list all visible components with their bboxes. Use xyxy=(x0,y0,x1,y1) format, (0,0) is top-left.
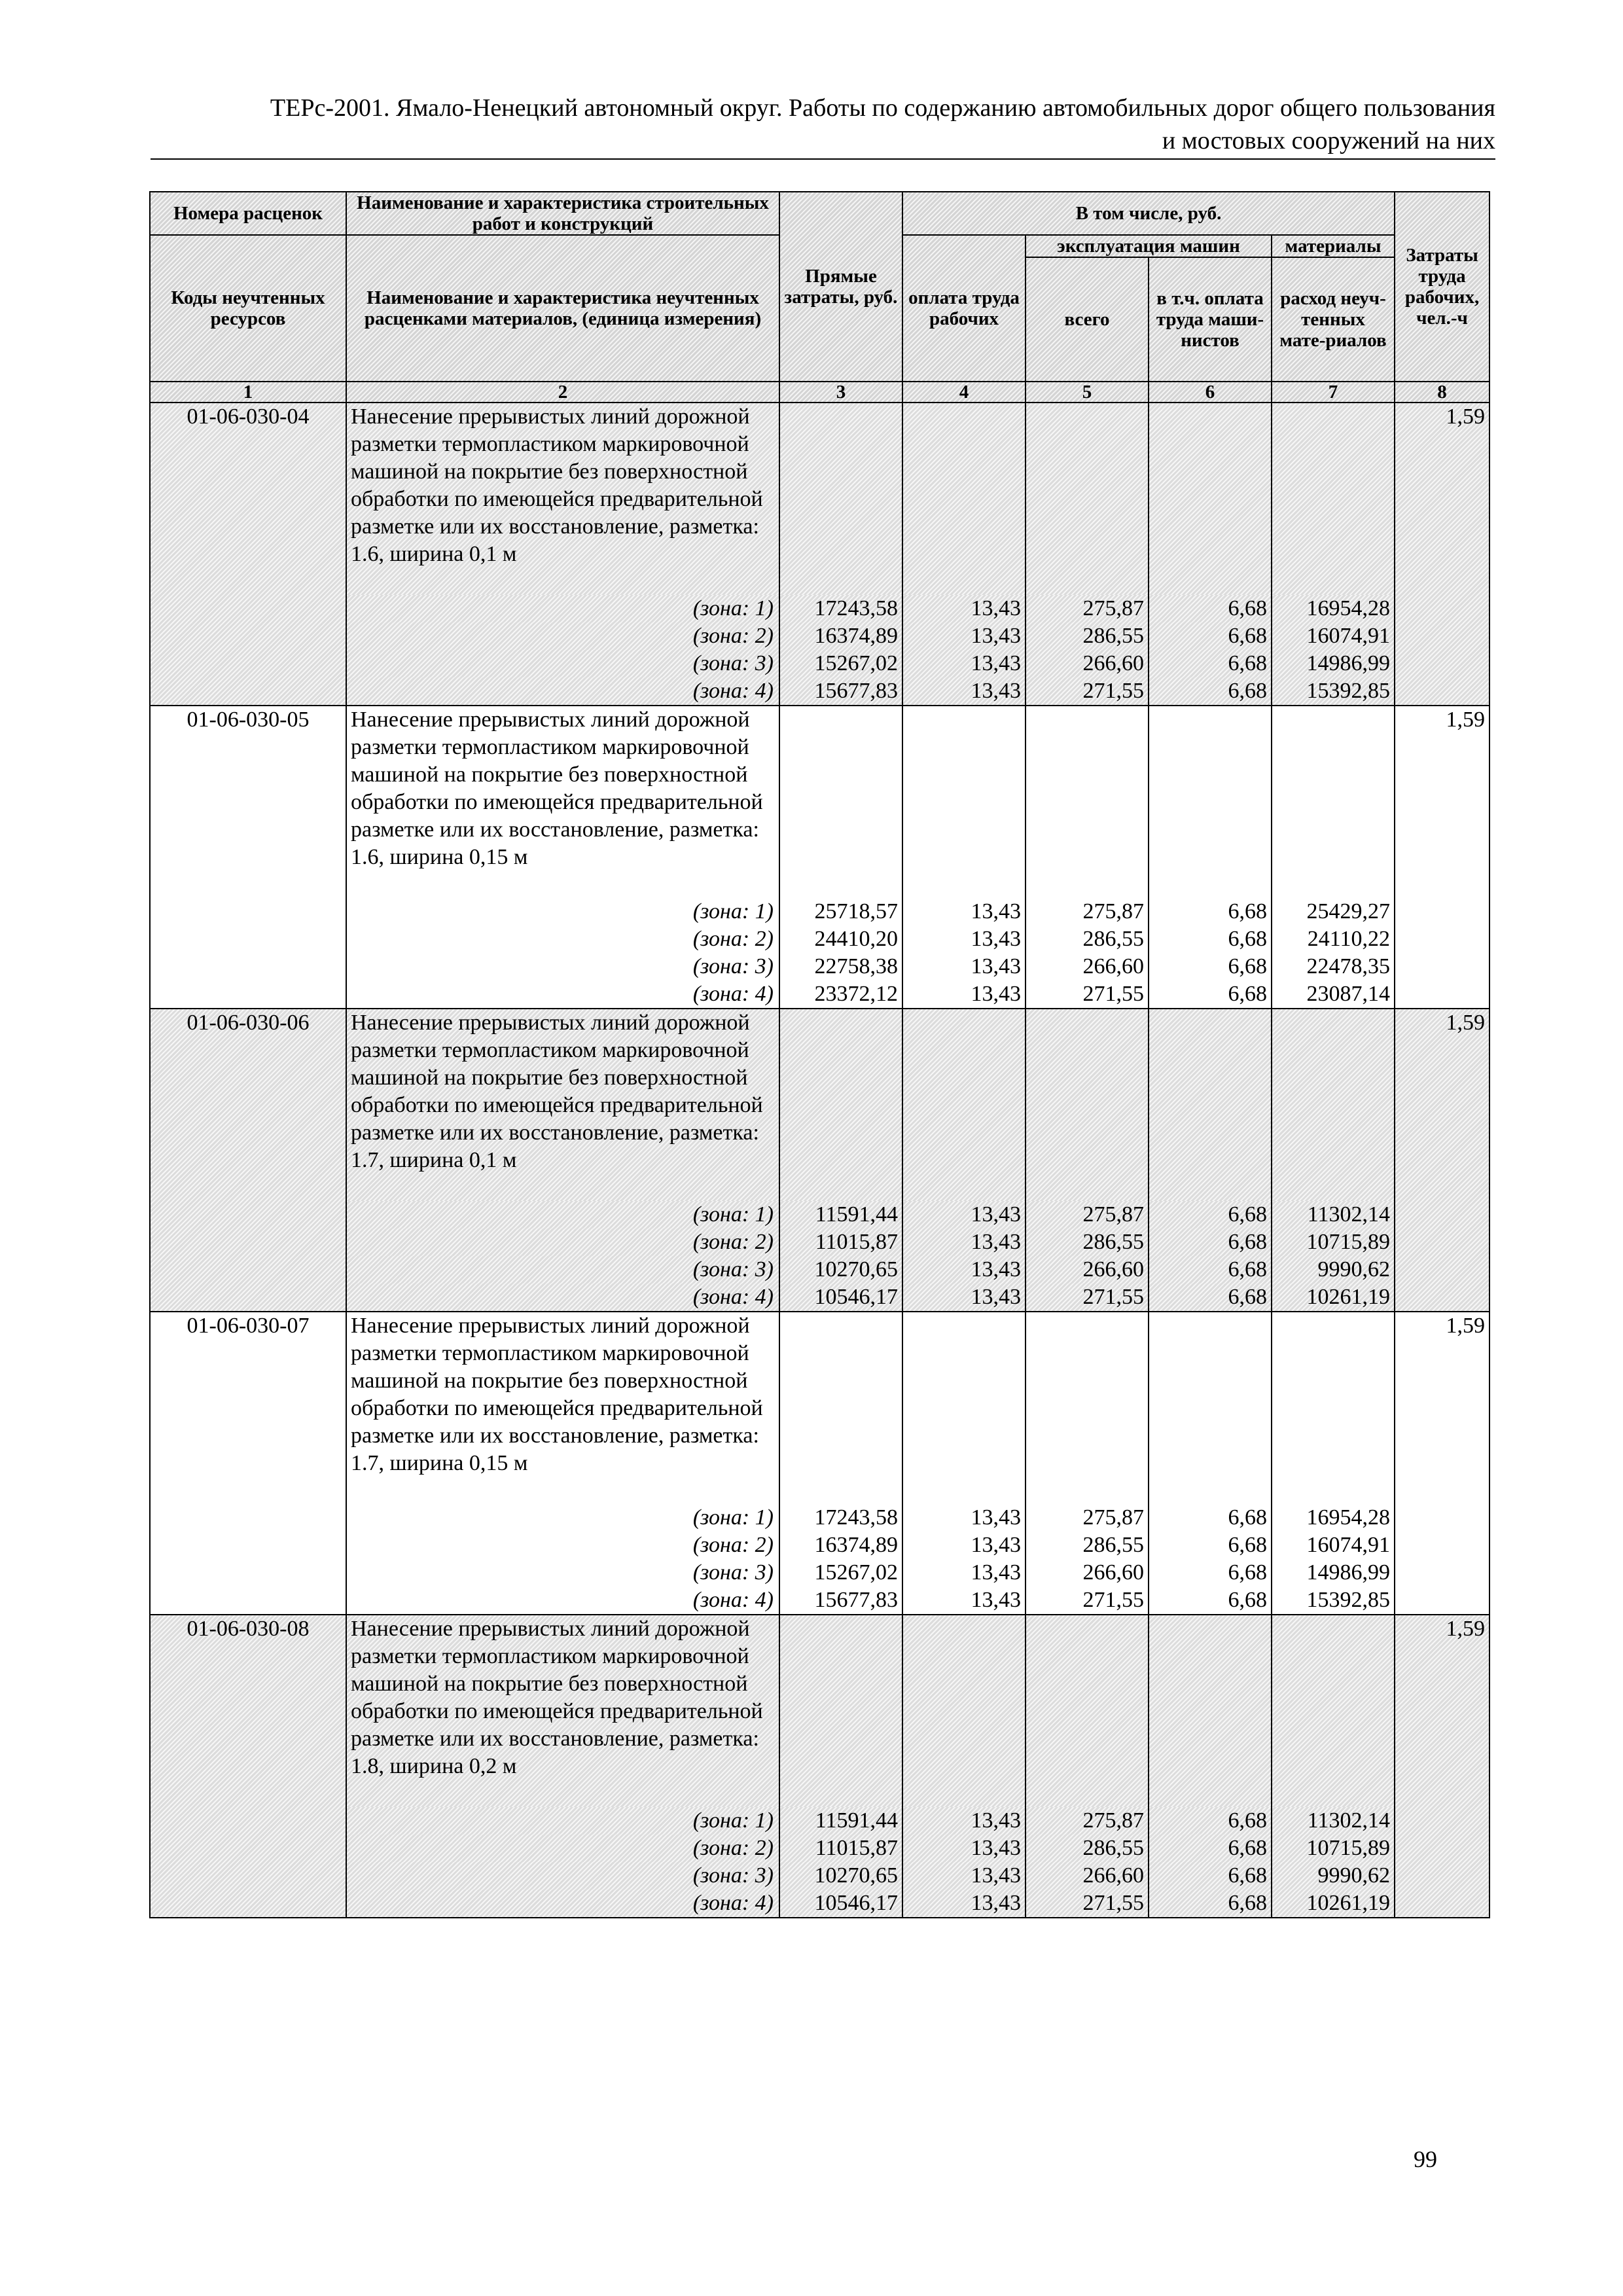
zone-label: (зона: 2) xyxy=(346,1532,779,1559)
materials-value: 16074,91 xyxy=(1272,622,1395,650)
rate-entry-row xyxy=(150,706,1489,898)
direct-cost-value: 23372,12 xyxy=(779,980,902,1009)
header-including: В том числе, руб. xyxy=(902,192,1395,235)
machines-total-value: 286,55 xyxy=(1026,1532,1149,1559)
zone-label: (зона: 4) xyxy=(346,1587,779,1615)
machines-total-value: 286,55 xyxy=(1026,1229,1149,1256)
workers-wages-value: 13,43 xyxy=(902,898,1026,925)
direct-cost-value: 25718,57 xyxy=(779,898,902,925)
zone-row xyxy=(150,1504,1489,1532)
materials-value: 22478,35 xyxy=(1272,953,1395,980)
zone-label: (зона: 2) xyxy=(346,1229,779,1256)
workers-wages-value: 13,43 xyxy=(902,1862,1026,1890)
materials-value: 9990,62 xyxy=(1272,1256,1395,1283)
rates-table-body xyxy=(150,403,1489,1918)
direct-cost-value: 24410,20 xyxy=(779,925,902,953)
labor-hours-value: 1,59 xyxy=(1395,1312,1489,1615)
direct-cost-value: 11015,87 xyxy=(779,1229,902,1256)
zone-row xyxy=(150,1559,1489,1587)
zone-row xyxy=(150,898,1489,925)
machines-total-value: 275,87 xyxy=(1026,1201,1149,1229)
workers-wages-value: 13,43 xyxy=(902,1504,1026,1532)
rate-entry-row xyxy=(150,1615,1489,1807)
empty-cell xyxy=(902,706,1026,898)
operators-wages-value: 6,68 xyxy=(1149,1587,1272,1615)
labor-hours-value: 1,59 xyxy=(1395,706,1489,1009)
workers-wages-value: 13,43 xyxy=(902,1587,1026,1615)
direct-cost-value: 15267,02 xyxy=(779,650,902,677)
column-number: 6 xyxy=(1149,382,1272,403)
workers-wages-value: 13,43 xyxy=(902,1835,1026,1862)
zone-label: (зона: 4) xyxy=(346,980,779,1009)
column-number: 3 xyxy=(779,382,902,403)
zone-row xyxy=(150,677,1489,706)
zone-row xyxy=(150,1807,1489,1835)
workers-wages-value: 13,43 xyxy=(902,595,1026,622)
operators-wages-value: 6,68 xyxy=(1149,1835,1272,1862)
rate-description: Нанесение прерывистых линий дорожной разметки термопластиком маркировочной машиной на покрытие без поверхностной обработки по имеющейся предварительной разметке или их восстановление, разметка: 1.7, ширина 0,15 м xyxy=(346,1312,779,1504)
rate-entry-row xyxy=(150,1009,1489,1201)
workers-wages-value: 13,43 xyxy=(902,953,1026,980)
rate-code: 01-06-030-08 xyxy=(150,1615,346,1918)
operators-wages-value: 6,68 xyxy=(1149,953,1272,980)
machines-total-value: 275,87 xyxy=(1026,595,1149,622)
empty-cell xyxy=(1272,1009,1395,1201)
zone-label: (зона: 1) xyxy=(346,1504,779,1532)
direct-cost-value: 10546,17 xyxy=(779,1283,902,1312)
materials-value: 16954,28 xyxy=(1272,595,1395,622)
workers-wages-value: 13,43 xyxy=(902,1807,1026,1835)
materials-value: 10715,89 xyxy=(1272,1835,1395,1862)
direct-cost-value: 15677,83 xyxy=(779,677,902,706)
header-rate-numbers: Номера расценок xyxy=(150,192,346,235)
zone-label: (зона: 2) xyxy=(346,1835,779,1862)
zone-row xyxy=(150,1587,1489,1615)
direct-cost-value: 11015,87 xyxy=(779,1835,902,1862)
empty-cell xyxy=(1272,1312,1395,1504)
zone-label: (зона: 2) xyxy=(346,622,779,650)
machines-total-value: 275,87 xyxy=(1026,898,1149,925)
empty-cell xyxy=(902,403,1026,595)
machines-total-value: 286,55 xyxy=(1026,622,1149,650)
rate-code: 01-06-030-04 xyxy=(150,403,346,706)
zone-label: (зона: 3) xyxy=(346,1559,779,1587)
header-workers-wages: оплата труда рабочих xyxy=(902,235,1026,382)
header-line-1: ТЕРс-2001. Ямало-Ненецкий автономный округ. Работы по содержанию автомобильных дорог общего пользования xyxy=(270,94,1495,122)
header-machine-operation: эксплуатация машин xyxy=(1026,235,1272,257)
rate-entry-row xyxy=(150,1312,1489,1504)
column-number: 7 xyxy=(1272,382,1395,403)
header-line-2: и мостовых сооружений на них xyxy=(1162,127,1495,154)
empty-cell xyxy=(1272,403,1395,595)
workers-wages-value: 13,43 xyxy=(902,1201,1026,1229)
zone-label: (зона: 2) xyxy=(346,925,779,953)
labor-hours-value: 1,59 xyxy=(1395,1009,1489,1312)
operators-wages-value: 6,68 xyxy=(1149,677,1272,706)
materials-value: 14986,99 xyxy=(1272,1559,1395,1587)
column-number-row xyxy=(150,382,1489,403)
machines-total-value: 286,55 xyxy=(1026,1835,1149,1862)
operators-wages-value: 6,68 xyxy=(1149,650,1272,677)
materials-value: 16074,91 xyxy=(1272,1532,1395,1559)
direct-cost-value: 17243,58 xyxy=(779,595,902,622)
zone-label: (зона: 1) xyxy=(346,595,779,622)
header-work-name: Наименование и характеристика строительных работ и конструкций xyxy=(346,192,779,235)
operators-wages-value: 6,68 xyxy=(1149,595,1272,622)
column-number: 1 xyxy=(150,382,346,403)
materials-value: 16954,28 xyxy=(1272,1504,1395,1532)
operators-wages-value: 6,68 xyxy=(1149,1256,1272,1283)
zone-row xyxy=(150,1283,1489,1312)
direct-cost-value: 16374,89 xyxy=(779,622,902,650)
machines-total-value: 266,60 xyxy=(1026,1256,1149,1283)
rate-entry-row xyxy=(150,403,1489,595)
empty-cell xyxy=(1272,706,1395,898)
column-number: 2 xyxy=(346,382,779,403)
materials-value: 9990,62 xyxy=(1272,1862,1395,1890)
empty-cell xyxy=(1026,1615,1149,1807)
empty-cell xyxy=(1026,1009,1149,1201)
empty-cell xyxy=(779,403,902,595)
operators-wages-value: 6,68 xyxy=(1149,1201,1272,1229)
zone-label: (зона: 4) xyxy=(346,1890,779,1918)
zone-row xyxy=(150,980,1489,1009)
zone-row xyxy=(150,650,1489,677)
empty-cell xyxy=(1149,1615,1272,1807)
operators-wages-value: 6,68 xyxy=(1149,898,1272,925)
zone-row xyxy=(150,925,1489,953)
operators-wages-value: 6,68 xyxy=(1149,1229,1272,1256)
zone-row xyxy=(150,1862,1489,1890)
rate-description: Нанесение прерывистых линий дорожной разметки термопластиком маркировочной машиной на покрытие без поверхностной обработки по имеющейся предварительной разметке или их восстановление, разметка: 1.8, ширина 0,2 м xyxy=(346,1615,779,1807)
page-header xyxy=(151,92,1495,157)
zone-row xyxy=(150,1229,1489,1256)
zone-row xyxy=(150,1201,1489,1229)
workers-wages-value: 13,43 xyxy=(902,925,1026,953)
empty-cell xyxy=(1149,1312,1272,1504)
workers-wages-value: 13,43 xyxy=(902,622,1026,650)
empty-cell xyxy=(902,1312,1026,1504)
zone-label: (зона: 1) xyxy=(346,1807,779,1835)
direct-cost-value: 15267,02 xyxy=(779,1559,902,1587)
workers-wages-value: 13,43 xyxy=(902,650,1026,677)
header-operators-wages: в т.ч. оплата труда маши-нистов xyxy=(1149,257,1272,382)
machines-total-value: 271,55 xyxy=(1026,1587,1149,1615)
machines-total-value: 266,60 xyxy=(1026,953,1149,980)
rate-description: Нанесение прерывистых линий дорожной разметки термопластиком маркировочной машиной на покрытие без поверхностной обработки по имеющейся предварительной разметке или их восстановление, разметка: 1.6, ширина 0,1 м xyxy=(346,403,779,595)
labor-hours-value: 1,59 xyxy=(1395,403,1489,706)
workers-wages-value: 13,43 xyxy=(902,1256,1026,1283)
materials-value: 11302,14 xyxy=(1272,1807,1395,1835)
operators-wages-value: 6,68 xyxy=(1149,622,1272,650)
zone-label: (зона: 4) xyxy=(346,677,779,706)
workers-wages-value: 13,43 xyxy=(902,980,1026,1009)
zone-label: (зона: 3) xyxy=(346,650,779,677)
workers-wages-value: 13,43 xyxy=(902,1559,1026,1587)
direct-cost-value: 10546,17 xyxy=(779,1890,902,1918)
header-materials: материалы xyxy=(1272,235,1395,257)
materials-value: 10261,19 xyxy=(1272,1283,1395,1312)
zone-row xyxy=(150,1532,1489,1559)
zone-row xyxy=(150,1890,1489,1918)
zone-row xyxy=(150,953,1489,980)
empty-cell xyxy=(902,1615,1026,1807)
empty-cell xyxy=(1026,403,1149,595)
workers-wages-value: 13,43 xyxy=(902,1229,1026,1256)
materials-value: 23087,14 xyxy=(1272,980,1395,1009)
direct-cost-value: 22758,38 xyxy=(779,953,902,980)
machines-total-value: 271,55 xyxy=(1026,1890,1149,1918)
workers-wages-value: 13,43 xyxy=(902,677,1026,706)
zone-row xyxy=(150,1256,1489,1283)
machines-total-value: 266,60 xyxy=(1026,1862,1149,1890)
direct-cost-value: 10270,65 xyxy=(779,1256,902,1283)
header-unaccounted-materials: расход неуч-тенных мате-риалов xyxy=(1272,257,1395,382)
column-number: 5 xyxy=(1026,382,1149,403)
empty-cell xyxy=(1272,1615,1395,1807)
direct-cost-value: 15677,83 xyxy=(779,1587,902,1615)
zone-row xyxy=(150,595,1489,622)
rate-code: 01-06-030-05 xyxy=(150,706,346,1009)
operators-wages-value: 6,68 xyxy=(1149,1890,1272,1918)
machines-total-value: 271,55 xyxy=(1026,677,1149,706)
header-resource-codes: Коды неучтенных ресурсов xyxy=(150,235,346,382)
empty-cell xyxy=(1026,706,1149,898)
machines-total-value: 275,87 xyxy=(1026,1504,1149,1532)
machines-total-value: 266,60 xyxy=(1026,1559,1149,1587)
direct-cost-value: 17243,58 xyxy=(779,1504,902,1532)
operators-wages-value: 6,68 xyxy=(1149,1559,1272,1587)
direct-cost-value: 11591,44 xyxy=(779,1807,902,1835)
rate-description: Нанесение прерывистых линий дорожной разметки термопластиком маркировочной машиной на покрытие без поверхностной обработки по имеющейся предварительной разметке или их восстановление, разметка: 1.6, ширина 0,15 м xyxy=(346,706,779,898)
operators-wages-value: 6,68 xyxy=(1149,1807,1272,1835)
empty-cell xyxy=(902,1009,1026,1201)
zone-row xyxy=(150,622,1489,650)
workers-wages-value: 13,43 xyxy=(902,1532,1026,1559)
machines-total-value: 271,55 xyxy=(1026,980,1149,1009)
empty-cell xyxy=(1149,403,1272,595)
header-machines-total: всего xyxy=(1026,257,1149,382)
empty-cell xyxy=(779,1312,902,1504)
empty-cell xyxy=(1149,1009,1272,1201)
machines-total-value: 275,87 xyxy=(1026,1807,1149,1835)
materials-value: 25429,27 xyxy=(1272,898,1395,925)
empty-cell xyxy=(779,1615,902,1807)
machines-total-value: 286,55 xyxy=(1026,925,1149,953)
materials-value: 24110,22 xyxy=(1272,925,1395,953)
zone-label: (зона: 1) xyxy=(346,898,779,925)
zone-label: (зона: 4) xyxy=(346,1283,779,1312)
zone-label: (зона: 3) xyxy=(346,1862,779,1890)
operators-wages-value: 6,68 xyxy=(1149,1504,1272,1532)
direct-cost-value: 11591,44 xyxy=(779,1201,902,1229)
materials-value: 10715,89 xyxy=(1272,1229,1395,1256)
operators-wages-value: 6,68 xyxy=(1149,1862,1272,1890)
direct-cost-value: 10270,65 xyxy=(779,1862,902,1890)
materials-value: 15392,85 xyxy=(1272,1587,1395,1615)
rates-table xyxy=(149,191,1490,1918)
empty-cell xyxy=(1149,706,1272,898)
operators-wages-value: 6,68 xyxy=(1149,925,1272,953)
materials-value: 14986,99 xyxy=(1272,650,1395,677)
column-number: 4 xyxy=(902,382,1026,403)
header-direct-costs: Прямые затраты, руб. xyxy=(779,192,902,382)
materials-value: 15392,85 xyxy=(1272,677,1395,706)
machines-total-value: 271,55 xyxy=(1026,1283,1149,1312)
zone-label: (зона: 3) xyxy=(346,953,779,980)
workers-wages-value: 13,43 xyxy=(902,1890,1026,1918)
zone-row xyxy=(150,1835,1489,1862)
empty-cell xyxy=(779,1009,902,1201)
page-number: 99 xyxy=(1414,2146,1437,2172)
machines-total-value: 266,60 xyxy=(1026,650,1149,677)
column-number: 8 xyxy=(1395,382,1489,403)
direct-cost-value: 16374,89 xyxy=(779,1532,902,1559)
zone-label: (зона: 1) xyxy=(346,1201,779,1229)
materials-value: 11302,14 xyxy=(1272,1201,1395,1229)
rate-code: 01-06-030-07 xyxy=(150,1312,346,1615)
workers-wages-value: 13,43 xyxy=(902,1283,1026,1312)
header-rule xyxy=(151,158,1495,160)
header-material-name: Наименование и характеристика неучтенных расценками материалов, (единица измерения) xyxy=(346,235,779,382)
rate-description: Нанесение прерывистых линий дорожной разметки термопластиком маркировочной машиной на покрытие без поверхностной обработки по имеющейся предварительной разметке или их восстановление, разметка: 1.7, ширина 0,1 м xyxy=(346,1009,779,1201)
operators-wages-value: 6,68 xyxy=(1149,1532,1272,1559)
operators-wages-value: 6,68 xyxy=(1149,980,1272,1009)
materials-value: 10261,19 xyxy=(1272,1890,1395,1918)
header-labor-hours: Затраты труда рабочих, чел.-ч xyxy=(1395,192,1489,382)
rate-code: 01-06-030-06 xyxy=(150,1009,346,1312)
empty-cell xyxy=(779,706,902,898)
operators-wages-value: 6,68 xyxy=(1149,1283,1272,1312)
labor-hours-value: 1,59 xyxy=(1395,1615,1489,1918)
zone-label: (зона: 3) xyxy=(346,1256,779,1283)
empty-cell xyxy=(1026,1312,1149,1504)
